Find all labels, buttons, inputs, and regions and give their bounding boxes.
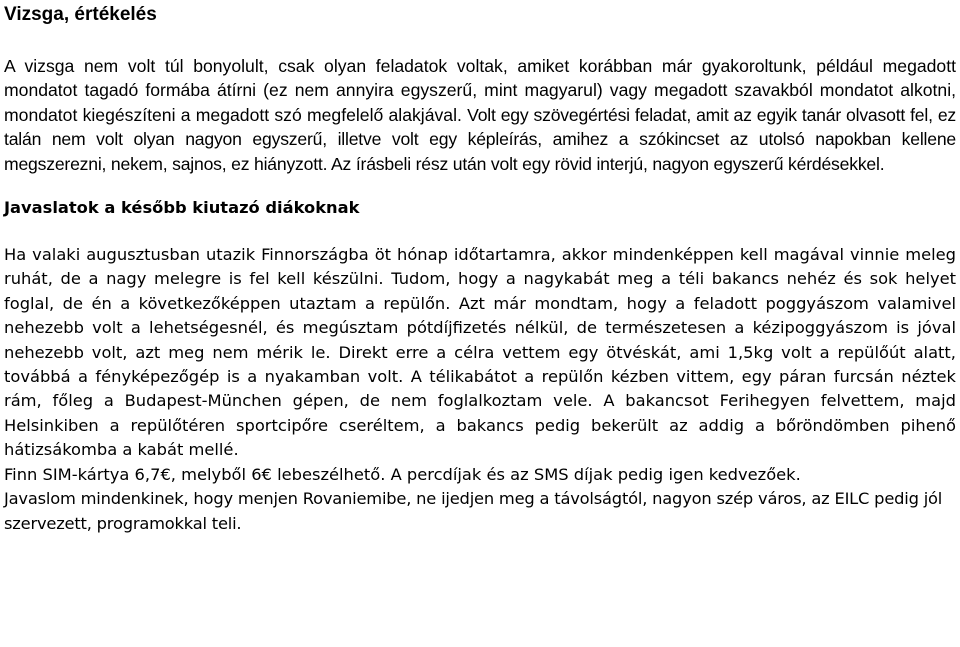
exam-paragraph [4,54,956,176]
sim-card-line: Finn SIM-kártya 6,7€, melyből 6€ lebeszélhető. A percdíjak és az SMS díjak pedig igen kedvezőek. [4,464,801,484]
section-heading-exam: Vizsga, értékelés [4,4,157,25]
recommendation-line: Javaslom mindenkinek, hogy menjen Rovaniemibe, ne ijedjen meg a távolságtól, nagyon szép város, az EILC pedig jól szervezett, programokkal teli. [4,489,943,533]
advice-paragraph: Ha valaki augusztusban utazik Finnországba öt hónap időtartamra, akkor mindenképpen kell magával vinnie meleg ruhát, de a nagy melegre is fel kell készülni. Tudom, hogy a nagykabát meg a téli bakancs nehéz és sok helyet foglal, de én a következőképpen utaztam a repülőn. Azt már mondtam, hogy a feladott poggyászom valamivel nehezebb volt a lehetségesnél, és megúsztam pótdíjfizetés nélkül, de természetesen a kézipoggyászom is jóval nehezebb volt, azt meg nem mérik le. Direkt erre a célra vettem egy ötvéskát, ami 1,5kg volt a repülőút alatt, továbbá a fényképezőgép is a nyakamban volt. A télikabátot a repülőn kézben vittem, egy páran furcsán néztek rám, főleg a Budapest-München gépen, de nem foglalkoztam vele. A bakancsot Ferihegyen felvettem, majd Helsinkiben a repülőtéren sportcipőre cseréltem, a bakancs pedig bekerült az addig a bőröndömben pihenő hátizsákomba a kabát mellé. [4,245,956,460]
exam-paragraph-part-b: Volt egy szövegértési feladat, amit az egyik tanár olvasott fel, ez talán nem volt olyan nagyon egyszerű, illetve volt egy képleírás, amihez a szókincset az utolsó napokban kellene megszerezni, nekem, sajnos, ez hiányzott. Az írásbeli rész után volt egy rövid interjú, nagyon egyszerű kérdésekkel. [4,104,957,174]
section-heading-advice: Javaslatok a később kiutazó diákoknak [4,198,360,218]
exam-paragraph-part-a: A vizsga nem volt túl bonyolult, csak olyan feladatok voltak, amiket korábban már gyakoroltunk, például megadott mondatot tagadó formába átírni (ez nem annyira egyszerű, mint magyarul) vagy megadott szavakból mondatot alkotni, mondatot kiegészíteni a megadott szó megfelelő alakjával. [4,56,956,125]
